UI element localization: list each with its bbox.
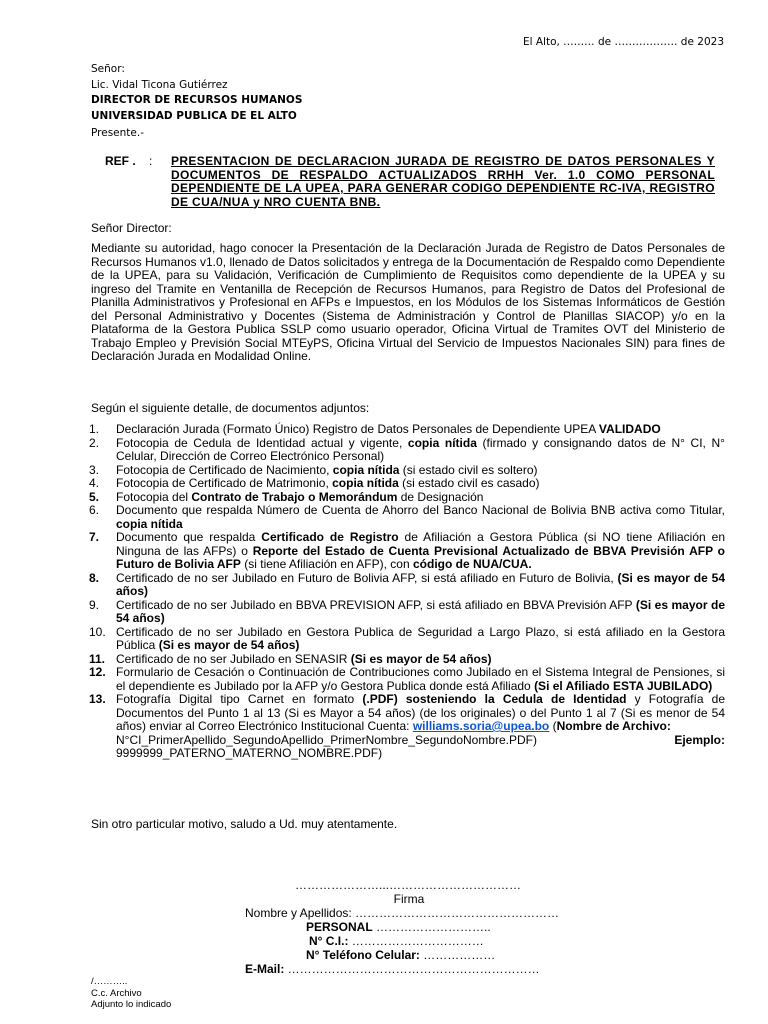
example-label: Ejemplo: — [674, 732, 725, 747]
list-item-number: 2. — [89, 435, 100, 450]
list-item-number: 5. — [89, 489, 100, 504]
email-label: E-Mail: — [245, 962, 285, 976]
list-item-text: copia nítida — [332, 462, 400, 477]
list-item-6 — [89, 504, 725, 531]
list-item-text: Documento que respalda — [116, 530, 262, 544]
recipient-block — [91, 62, 302, 124]
list-item-13 — [89, 693, 725, 761]
ci-dots: …………………………… — [348, 934, 484, 948]
personal-label: PERSONAL — [306, 920, 373, 934]
list-item-number: 8. — [89, 570, 100, 585]
list-item-number: 9. — [89, 597, 100, 612]
list-item-number: 3. — [89, 462, 100, 477]
presente-label: Presente.- — [91, 127, 144, 139]
list-item-text: Declaración Jurada (Formato Único) Registro de Datos Personales de Dependiente UPEA — [116, 422, 599, 436]
intro-paragraph: Mediante su autoridad, hago conocer la Presentación de la Declaración Jurada de Registro de Datos Personales de Recursos Humanos v1.0, llenado de Datos solicitados y entrega de la Documentación de Respaldo como Dependiente de la UPEA, para su Validación, Verificación de Cumplimiento de Requisitos como dependiente de la UPEA y su ingreso del Tramite en Ventanilla de Recepción de Recursos Humanos, para Registro de Datos del Profesional de Planilla Administrativos y Profesional en AFPs e Impuestos, en los Módulos de los Sistemas Informáticos de Gestión del Personal Administrativo y Docentes (Sistema de Administración y Control de Planillas SIACOP) y/o en la Plataforma de la Gestora Publica SSLP como usuario operador, Oficina Virtual de Tramites OVT del Ministerio de Trabajo Empleo y Previsión Social MTEyPS, Oficina Virtual del Servicio de Impuestos Nacionales SIN) para fines de Declaración Jurada en Modalidad Online. — [91, 241, 725, 363]
list-item-3 — [89, 464, 725, 478]
ci-label: N° C.I.: — [309, 934, 349, 948]
footer-cc: C.c. Archivo — [91, 987, 142, 999]
recipient-name: Lic. Vidal Ticona Gutiérrez — [91, 78, 228, 91]
greeting: Señor Director: — [91, 221, 172, 235]
item13-text-c: y Fotografía de Documentos del Punto 1 al 13 (Si es Mayor a 54 años) (de los originales) o del Punto 1 al 7 (Si es menor de 54 años) enviar al Correo Electrónico Institucional Cuenta: — [116, 692, 725, 733]
list-item-text: Fotocopia de Certificado de Nacimiento, — [116, 462, 333, 477]
documents-list — [89, 423, 725, 761]
ci-line — [309, 934, 484, 948]
list-item-text: (Si es mayor de 54 años) — [350, 651, 492, 666]
list-item-text: Fotocopia de Certificado de Matrimonio, — [116, 476, 333, 490]
list-item-7 — [89, 531, 725, 572]
item13-text-e: Nombre de Archivo: — [556, 719, 671, 733]
list-item-text: Certificado de no ser Jubilado en Gestora Publica de Seguridad a Largo Plazo, si está afiliado en la Gestora Pública — [116, 624, 725, 652]
item13-text-a: Fotografía Digital tipo Carnet en formato — [116, 692, 363, 706]
list-item-number: 13. — [89, 692, 106, 706]
name-line — [245, 906, 559, 920]
list-item-9 — [89, 599, 725, 626]
list-item-10 — [89, 626, 725, 653]
signature-dots: …………………...…………………………… — [294, 878, 521, 892]
list-item-8 — [89, 572, 725, 599]
list-item-number: 7. — [89, 530, 100, 544]
name-label: Nombre y Apellidos: — [245, 906, 352, 920]
item13-text-b: (.PDF) sosteniendo la Cedula de Identidad — [362, 692, 627, 706]
list-item-text: (si estado civil es casado) — [398, 476, 540, 490]
firma-label: Firma — [393, 892, 425, 906]
list-intro: Según el siguiente detalle, de documentos adjuntos: — [91, 401, 370, 415]
item13-text-d: ( — [549, 719, 557, 733]
list-item-text: Formulario de Cesación o Continuación de Contribuciones como Jubilado en el Sistema Integral de Pensiones, si el dependiente es Jubilado por la AFP y/o Gestora Publica donde está Afiliado — [116, 665, 725, 693]
list-item-number: 12. — [89, 665, 106, 679]
ref-colon: : — [149, 154, 153, 168]
list-item-text: código de NUA/CUA. — [413, 557, 532, 571]
list-item-number: 4. — [89, 476, 100, 490]
list-item-11 — [89, 653, 725, 667]
email-link[interactable]: williams.soria@upea.bo — [412, 719, 550, 733]
list-item-text: Certificado de no ser Jubilado en Futuro de Bolivia AFP, si está afiliado en Futuro de Bolivia, — [116, 570, 618, 585]
recipient-salutation: Señor: — [91, 63, 125, 75]
personal-line — [306, 920, 491, 934]
footer-block — [91, 976, 171, 1011]
filename-pattern: N°CI_PrimerApellido_SegundoApellido_PrimerNombre_SegundoNombre.PDF) — [116, 732, 538, 747]
list-item-text: Fotocopia del — [116, 489, 192, 504]
list-item-2 — [89, 437, 725, 464]
list-item-text: de Designación — [397, 489, 484, 504]
list-item-text: (si estado civil es soltero) — [399, 462, 538, 477]
list-item-number: 11. — [89, 651, 106, 666]
list-item-text: VALIDADO — [598, 422, 661, 436]
list-item-text: (Si es mayor de 54 años) — [116, 597, 725, 625]
list-item-4 — [89, 477, 725, 491]
filename-example: 9999999_PATERNO_MATERNO_NOMBRE.PDF) — [116, 746, 383, 760]
list-item-text: (firmado y consignando datos de N° CI, N° Celular, Dirección de Correo Electrónico Personal) — [116, 435, 725, 463]
list-item-text: de Afiliación a Gestora Pública (si NO tiene Afiliación en Ninguna de las AFPs) o — [116, 530, 725, 558]
filename-row — [116, 734, 725, 748]
list-item-1 — [89, 423, 725, 437]
recipient-institution: UNIVERSIDAD PUBLICA DE EL ALTO — [91, 109, 297, 122]
email-dots: ……………………………………………………… — [284, 962, 540, 976]
closing-line: Sin otro particular motivo, saludo a Ud. muy atentamente. — [91, 817, 398, 831]
list-item-text: Documento que respalda Número de Cuenta de Ahorro del Banco Nacional de Bolivia BNB activa como Titular, — [116, 503, 725, 517]
personal-dots: ……………………….. — [372, 920, 491, 934]
list-item-text: Certificado de no ser Jubilado en BBVA PREVISION AFP, si está afiliado en BBVA Previsión AFP — [116, 597, 636, 612]
reference-block — [105, 155, 715, 209]
list-item-text: copia nítida — [407, 435, 477, 450]
list-item-text: Contrato de Trabajo o Memorándum — [191, 489, 398, 504]
footer-initials: /……….. — [91, 976, 128, 987]
footer-attached: Adjunto lo indicado — [91, 999, 172, 1010]
list-item-text: Certificado de no ser Jubilado en SENASIR — [116, 651, 351, 666]
list-item-number: 1. — [89, 422, 100, 436]
phone-label: N° Teléfono Celular: — [306, 948, 420, 962]
list-item-text: Certificado de Registro — [261, 530, 399, 544]
ref-label: REF . — [105, 154, 136, 168]
recipient-position: DIRECTOR DE RECURSOS HUMANOS — [91, 94, 303, 106]
email-line — [245, 962, 540, 976]
ref-subject: PRESENTACION DE DECLARACION JURADA DE REGISTRO DE DATOS PERSONALES Y DOCUMENTOS DE RESPALDO ACTUALIZADOS RRHH Ver. 1.0 COMO PERSONAL DEPENDIENTE DE LA UPEA, PARA GENERAR CODIGO DEPENDIENTE RC-IVA, REGISTRO DE CUA/NUA y NRO CUENTA BNB. — [171, 154, 715, 209]
phone-line — [306, 948, 495, 962]
list-item-12 — [89, 666, 725, 693]
list-item-text: Reporte del Estado de Cuenta Previsional Actualizado de BBVA Previsión AFP o Futuro de Bolivia AFP — [116, 543, 726, 571]
list-item-text: (Si es mayor de 54 años) — [158, 638, 300, 652]
name-dots: …………………………………………… — [351, 906, 560, 920]
list-item-text: Fotocopia de Cedula de Identidad actual y vigente, — [116, 435, 408, 450]
phone-dots: ……………… — [419, 948, 496, 962]
list-item-number: 6. — [89, 503, 100, 517]
list-item-text: (Si es mayor de 54 años) — [116, 570, 725, 598]
list-item-text: copia nítida — [332, 476, 399, 490]
list-item-number: 10. — [89, 624, 106, 639]
list-item-text: (si tiene Afiliación en AFP), con — [240, 557, 413, 571]
date-line: El Alto, ……… de ……………… de 2023 — [522, 36, 724, 48]
list-item-text: copia nítida — [116, 516, 183, 531]
list-item-5 — [89, 491, 725, 505]
list-item-text: (Si el Afiliado ESTA JUBILADO) — [534, 678, 713, 693]
